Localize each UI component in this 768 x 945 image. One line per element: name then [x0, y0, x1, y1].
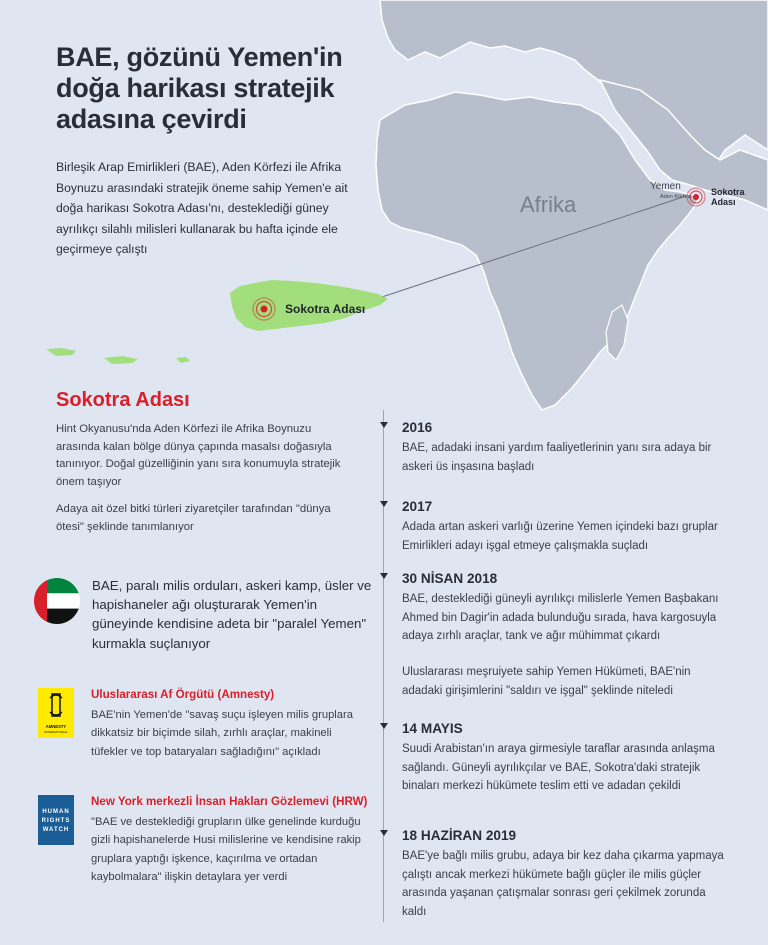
- hrw-title: New York merkezli İnsan Hakları Gözlemevi (HRW): [91, 795, 368, 808]
- map-islet-1: [46, 348, 76, 356]
- amnesty-logo-icon: [38, 688, 74, 738]
- map-label-socotra-small: Sokotra Adası: [711, 187, 745, 207]
- chevron-down-icon: [380, 421, 388, 429]
- map-label-socotra-large: Sokotra Adası: [285, 302, 366, 316]
- amnesty-title: Uluslararası Af Örgütü (Amnesty): [91, 688, 275, 701]
- timeline-text: Adada artan askeri varlığı üzerine Yemen içindeki bazı gruplar Emirlikleri adayı işgal etmeye çalışmakla suçladı: [402, 521, 718, 552]
- svg-text:INTERNATIONAL: INTERNATIONAL: [44, 730, 68, 734]
- svg-text:RIGHTS: RIGHTS: [41, 818, 71, 824]
- map-islet-2: [104, 356, 138, 364]
- timeline-text: Suudi Arabistan'ın araya girmesiyle taraflar arasında anlaşma sağlandı. Güneyli ayrılıkçılar ve BAE, Sokotra'daki stratejik binaları merkezi hükümete teslim etti ve adadan çekildi: [402, 743, 715, 792]
- timeline-date: 2016: [402, 420, 433, 435]
- map-islet-3: [176, 357, 190, 363]
- timeline-date: 2017: [402, 499, 433, 514]
- timeline-date: 30 NİSAN 2018: [402, 571, 498, 586]
- map-label-yemen: Yemen: [650, 181, 681, 192]
- svg-text:AMNESTY: AMNESTY: [45, 724, 67, 729]
- svg-text:WATCH: WATCH: [42, 827, 70, 833]
- timeline-text-extra: Uluslararası meşruiyete sahip Yemen Hükümeti, BAE'nin adadaki girişimlerini "saldırı ve işgal" şeklinde niteledi: [402, 666, 691, 697]
- section-title: Sokotra Adası: [56, 389, 190, 411]
- timeline-text: BAE'ye bağlı milis grubu, adaya bir kez daha çıkarma yapmaya çalıştı ancak merkezi hükümete bağlı güçler ile milis güçler arasında yaşanan çatışmalar sonrası geri çekilmek zorunda kaldı: [402, 850, 724, 918]
- timeline: [380, 410, 768, 930]
- timeline-date: 18 HAZİRAN 2019: [402, 828, 517, 843]
- svg-text:HUMAN: HUMAN: [42, 809, 70, 815]
- section-paragraph-1: Hint Okyanusu'nda Aden Körfezi ile Afrika Boynuzu arasında kalan bölge dünya çapında masalsı doğasıyla tanınıyor. Doğal güzelliğinin yanı sıra konumuyla stratejik önem taşıyor: [56, 423, 341, 488]
- hrw-text: "BAE ve desteklediği grupların ülke genelinde kurduğu gizli hapishanelerde Husi milislerine ve kendisine rakip gruplara yaptığı işkence, kaçırılma ve ortadan kaybolmalara" ilişkin detaylara yer verdi: [91, 816, 361, 884]
- section-paragraph-2: Adaya ait özel bitki türleri ziyaretçiler tarafından "dünya ötesi" şeklinde tanımlanıyor: [56, 503, 331, 533]
- chevron-down-icon: [380, 829, 388, 837]
- title-line-1: BAE, gözünü Yemen'in: [56, 42, 343, 72]
- title-line-3: adasına çevirdi: [56, 104, 247, 134]
- map-large-marker: [253, 298, 275, 320]
- chevron-down-icon: [380, 722, 388, 730]
- title-line-2: doğa harikası stratejik: [56, 73, 335, 103]
- uae-note-text: BAE, paralı milis orduları, askeri kamp, üsler ve hapishaneler ağı oluşturarak Yemen'in güneyinde kendisine adeta bir "paralel Yemen" kurmakla suçlanıyor: [92, 578, 372, 651]
- chevron-down-icon: [380, 572, 388, 580]
- uae-flag-icon: [34, 578, 80, 624]
- page-title: [56, 42, 386, 135]
- hrw-logo-icon: [38, 795, 74, 845]
- amnesty-text: BAE'nin Yemen'de "savaş suçu işleyen milis gruplara dikkatsiz bir biçimde silah, zırhlı araçlar, makineli tüfekler ve top bataryaları sağladığını" açıkladı: [91, 709, 353, 758]
- chevron-down-icon: [380, 500, 388, 508]
- timeline-text: BAE, desteklediği güneyli ayrılıkçı milislerle Yemen Başbakanı Ahmed bin Dagir'in adada bulunduğu sırada, hava kargosuyla adaya zırhlı araçlar, tank ve ağır mühimmat çıkardı: [402, 593, 719, 642]
- timeline-line: [383, 410, 384, 922]
- intro-text: Birleşik Arap Emirlikleri (BAE), Aden Körfezi ile Afrika Boynuzu arasındaki stratejik öneme sahip Yemen'e ait doğa harikası Sokotra Adası'nı, desteklediği güney ayrılıkçı silahlı milisleri kullanarak bu hafta içinde ele geçirmeye çalıştı: [56, 160, 348, 256]
- timeline-date: 14 MAYIS: [402, 721, 463, 736]
- timeline-text: BAE, adadaki insani yardım faaliyetlerinin yanı sıra adaya bir askeri üs inşasına başladı: [402, 442, 712, 473]
- map-label-aden-gulf: Aden Körfezi: [660, 194, 692, 200]
- map-label-africa: Afrika: [520, 192, 577, 217]
